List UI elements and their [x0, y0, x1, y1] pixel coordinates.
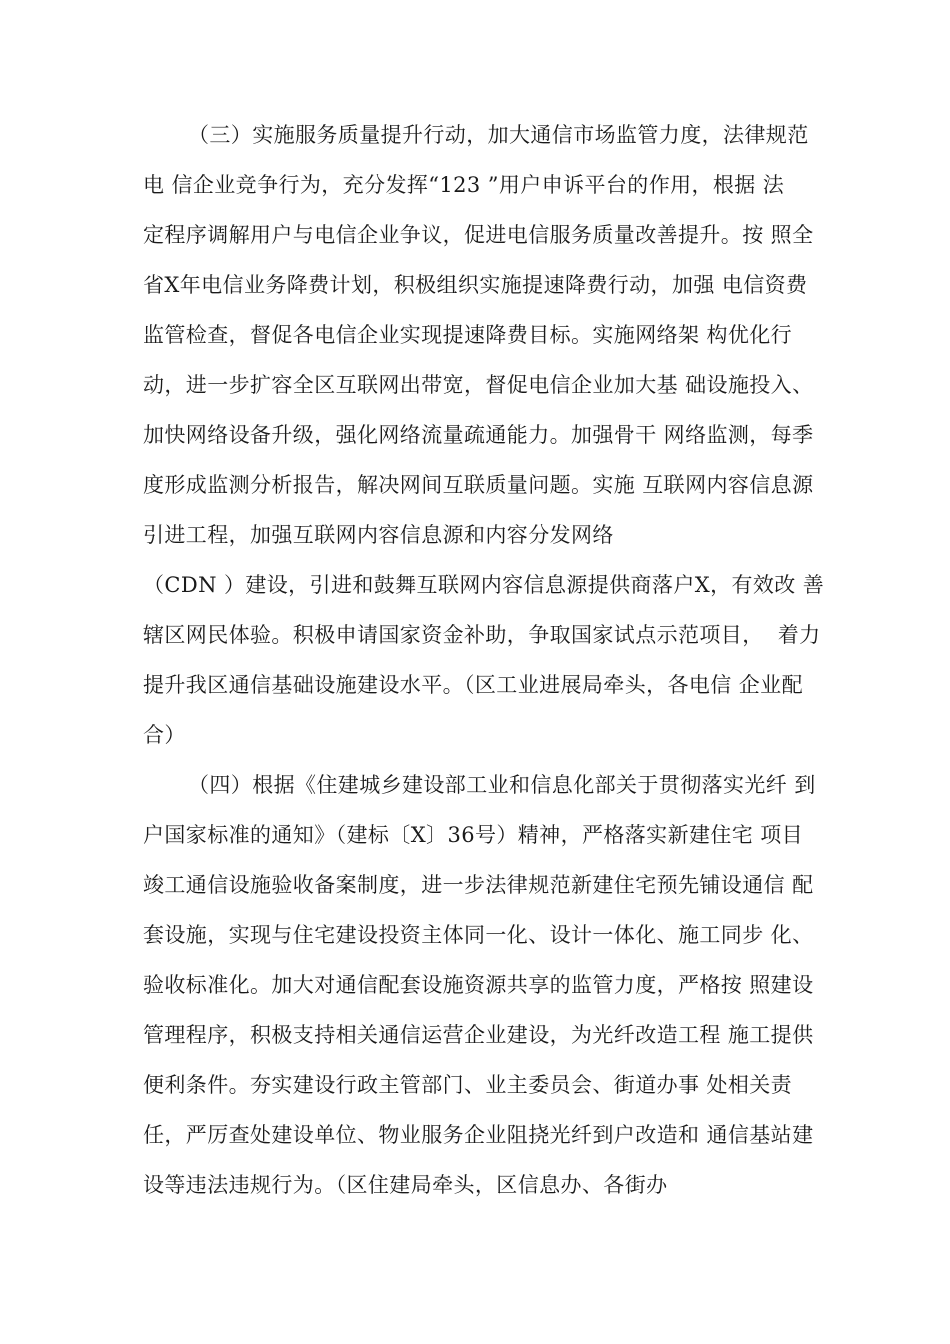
text-line: 任，严厉查处建设单位、物业服务企业阻挠光纤到户改造和 通信基站建 [143, 1123, 814, 1147]
text-line: 便利条件。夯实建设行政主管部门、业主委员会、街道办事 处相关责 [143, 1073, 793, 1097]
text-line: 管理程序，积极支持相关通信运营企业建设，为光纤改造工程 施工提供 [143, 1023, 814, 1047]
text-line: 度形成监测分析报告，解决网间互联质量问题。实施 互联网内容信息源 [143, 473, 814, 497]
text-line: 户国家标准的通知》（建标〔X〕36号）精神，严格落实新建住宅 项目 [143, 823, 804, 847]
paragraph-section-four [143, 760, 823, 1210]
text-line: 竣工通信设施验收备案制度，进一步法律规范新建住宅预先铺设通信 配 [143, 873, 814, 897]
text-line: 合） [143, 723, 186, 747]
text-line: （四）根据《住建城乡建设部工业和信息化部关于贯彻落实光纤 到 [188, 773, 816, 797]
text-line: 加快网络设备升级，强化网络流量疏通能力。加强骨干 网络监测，每季 [143, 423, 814, 447]
text-line: 定程序调解用户与电信企业争议，促进电信服务质量改善提升。按 照全 [143, 223, 814, 247]
text-line: 引进工程，加强互联网内容信息源和内容分发网络 [143, 523, 614, 547]
text-line: 套设施，实现与住宅建设投资主体同一化、设计一体化、施工同步 化、 [143, 923, 814, 947]
text-line: （CDN ）建设，引进和鼓舞互联网内容信息源提供商落户X，有效改 善 [143, 573, 825, 597]
text-line: 动，进一步扩容全区互联网出带宽，督促电信企业加大基 础设施投入、 [143, 373, 814, 397]
text-line: 验收标准化。加大对通信配套设施资源共享的监管力度，严格按 照建设 [143, 973, 814, 997]
text-line: 省X年电信业务降费计划，积极组织实施提速降费行动，加强 电信资费 [143, 273, 808, 297]
text-line: 辖区网民体验。积极申请国家资金补助，争取国家试点示范项目， 着力 [143, 623, 821, 647]
text-line: （三）实施服务质量提升行动，加大通信市场监管力度，法律规范 [188, 123, 809, 147]
text-line: 提升我区通信基础设施建设水平。（区工业进展局牵头，各电信 企业配 [143, 673, 803, 697]
text-line: 监管检查，督促各电信企业实现提速降费目标。实施网络架 构优化行 [143, 323, 793, 347]
paragraph-section-three [143, 110, 823, 760]
document-body [143, 110, 823, 1210]
text-line: 设等违法违规行为。（区住建局牵头，区信息办、各街办 [143, 1173, 668, 1197]
text-line: 电 信企业竞争行为，充分发挥“123 ”用户申诉平台的作用，根据 法 [143, 173, 785, 197]
